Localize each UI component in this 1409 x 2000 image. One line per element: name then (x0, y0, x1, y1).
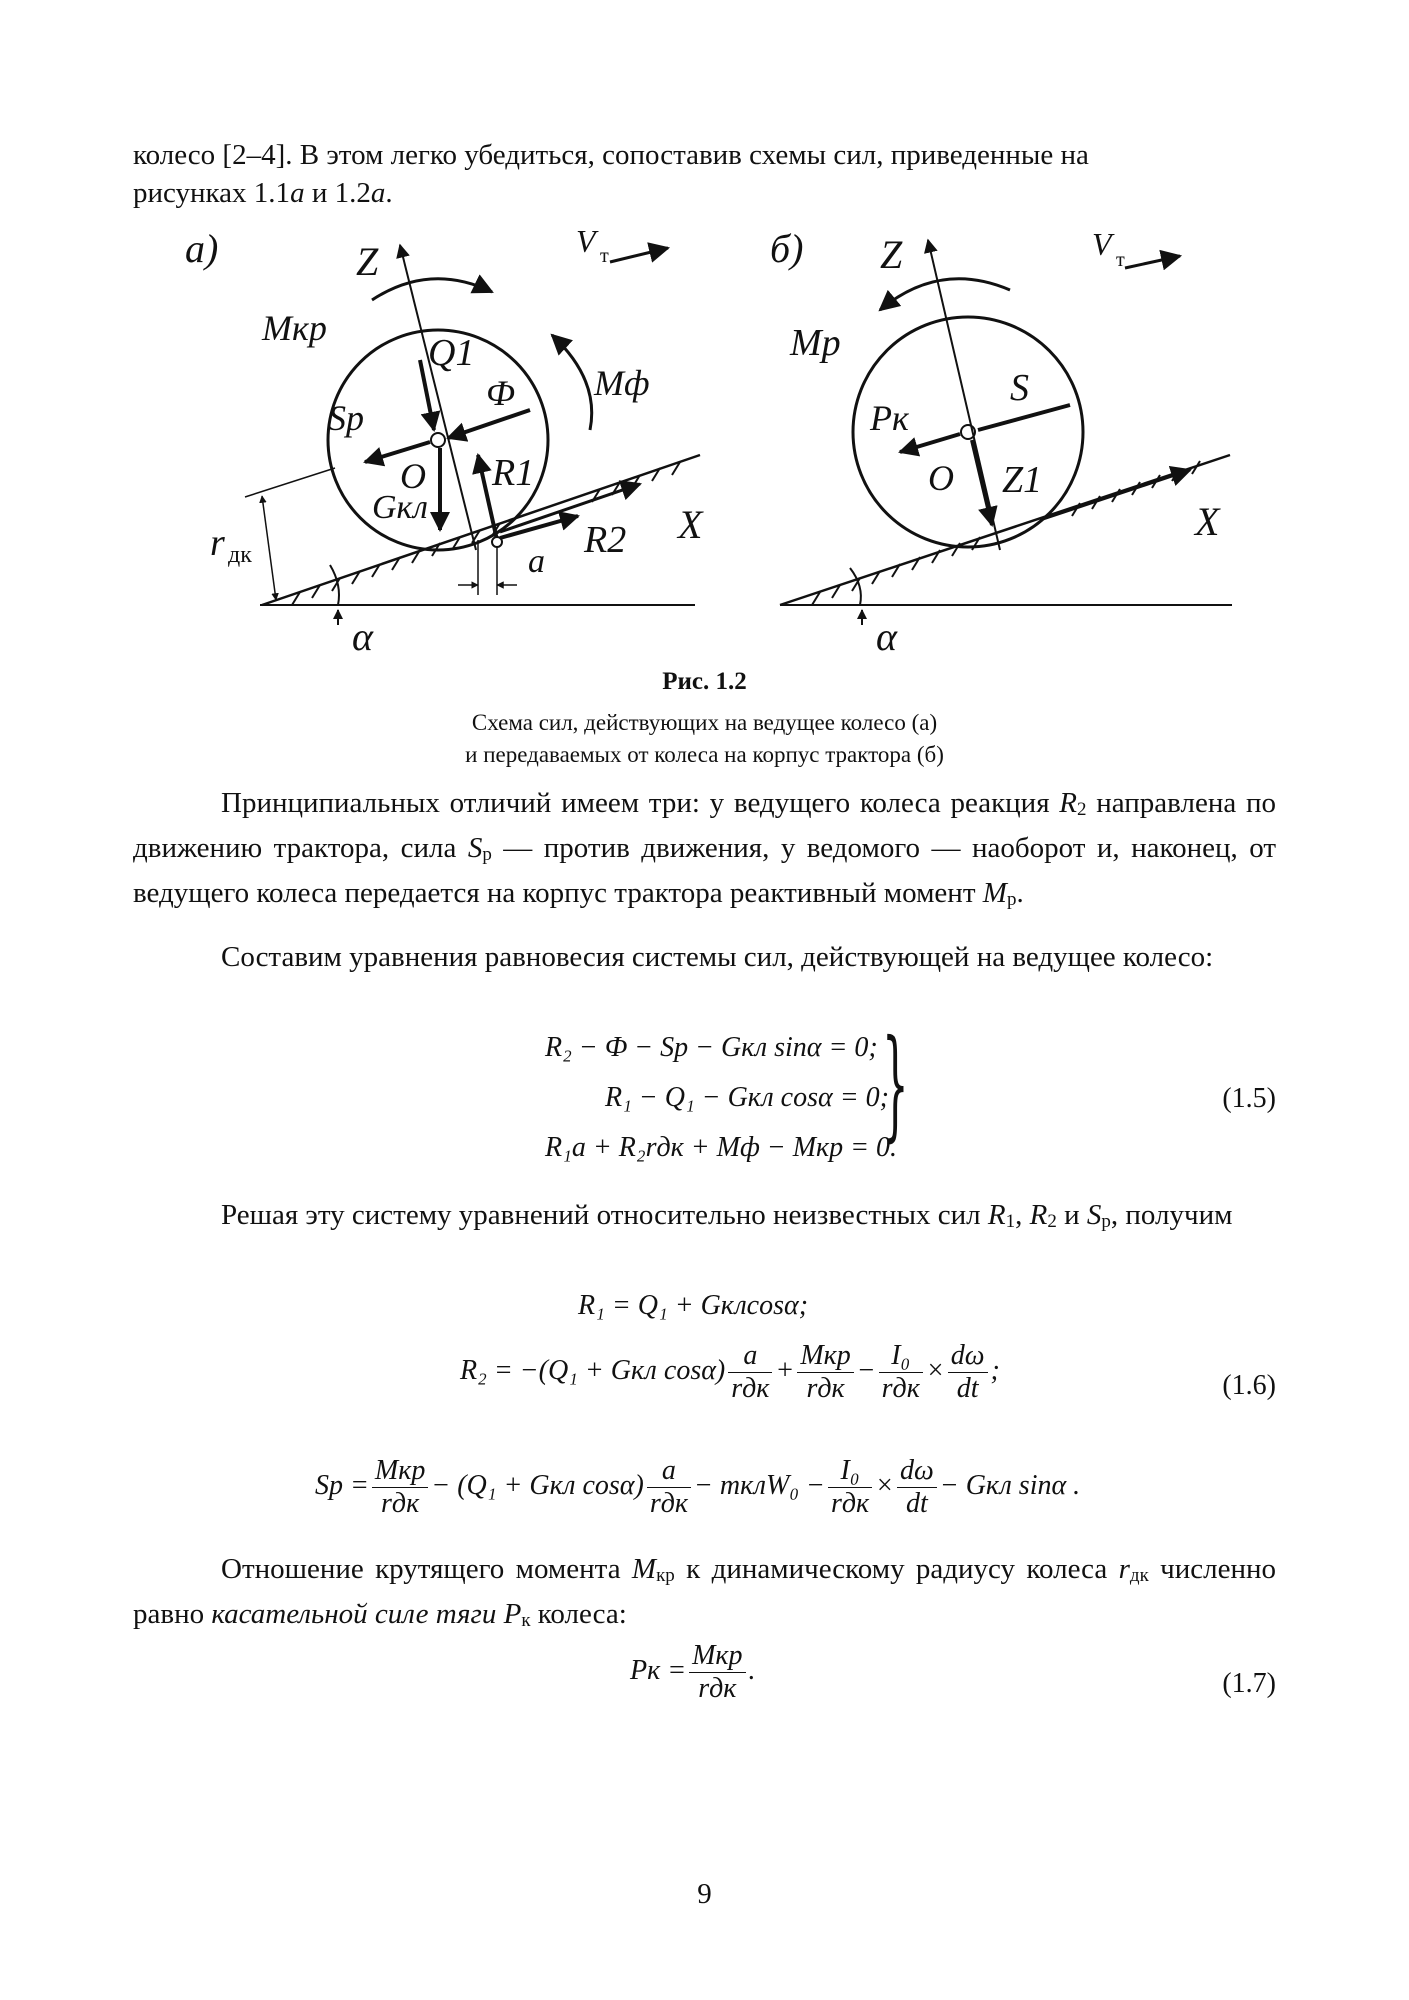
eq-1-5-brace: } (882, 1015, 909, 1154)
figure-1-2 (0, 0, 1409, 660)
velocity-a (610, 248, 668, 262)
svg-text:R2: R2 (584, 519, 627, 561)
svg-text:Q1: Q1 (428, 332, 475, 374)
page-number: 9 (697, 1878, 712, 1910)
svg-text:O: O (400, 456, 426, 496)
svg-text:Pк: Pк (870, 398, 909, 438)
svg-text:Z: Z (880, 232, 903, 277)
svg-text:Z: Z (356, 239, 379, 284)
caption-line-1: Схема сил, действующих на ведущее колесо (а) (471, 710, 938, 735)
svg-text:a: a (528, 543, 545, 580)
panel-b (770, 226, 1232, 659)
svg-text:r: r (210, 522, 225, 564)
svg-text:Mp: Mp (790, 322, 841, 364)
paragraph-2: Составим уравнения равновесия системы сил, действующей на ведущее колесо: (221, 941, 1214, 973)
svg-text:т: т (600, 245, 609, 267)
svg-text:Z1: Z1 (1002, 459, 1043, 501)
svg-text:S: S (1010, 367, 1029, 409)
mkr-arc (372, 279, 492, 300)
paragraph-1: Принципиальных отличий имеем три: у ведущего колеса реакция $R_2$ направлена по движению трактора, сила $S_р$ — против движения, у ведомого — наоборот и, наконец, от ведущего колеса передается на корпус трактора реактивный момент $M_р$. (133, 787, 1276, 910)
svg-text:V: V (1092, 226, 1112, 262)
svg-text:V: V (576, 223, 596, 259)
svg-text:X: X (678, 502, 703, 547)
eq-1-7: Pк = $\frac{\text{Mкр}}{\text{rдк}}$ . (630, 1640, 756, 1704)
svg-text:Ф: Ф (486, 373, 515, 413)
caption-line-2: и передаваемых от колеса на корпус трактора (б) (465, 742, 944, 767)
svg-text:Mкр: Mкр (262, 308, 327, 348)
eq-1-5-line2: R₁ − Q₁ − Gкл cosα = 0; (605, 1082, 889, 1113)
svg-text:α: α (876, 614, 897, 659)
intro-line1: колесо [2–4]. В этом легко убедиться, сопоставив схемы сил, приведенные на (133, 139, 1089, 171)
panel-b-label: б) (770, 226, 804, 271)
eq-1-6-r1: R₁ = Q₁ + Gклcosα; (578, 1290, 809, 1321)
svg-text:Sp: Sp (328, 398, 364, 438)
eq-1-5-line1: R₂ − Ф − Sр − Gкл sinα = 0; (545, 1032, 878, 1063)
eq-1-5-number: (1.5) (1222, 1083, 1276, 1114)
svg-text:Gкл: Gкл (372, 489, 428, 526)
panel-a (185, 223, 704, 659)
panel-a-label: а) (185, 226, 219, 271)
intro-paragraph: колесо [2–4]. В этом легко убедиться, сопоставив схемы сил, приведенные на рисунках 1.1а и 1.2а. (133, 139, 1089, 209)
svg-text:O: O (928, 458, 954, 498)
paragraph-4: Отношение крутящего момента $M_{кр}$ к динамическому радиусу колеса $r_{дк}$ численно равно касательной силе тяги $P_к$ колеса: (133, 1553, 1277, 1631)
paragraph-3: Решая эту систему уравнений относительно неизвестных сил $R_1$, $R_2$ и $S_р$, получим (221, 1199, 1233, 1232)
eq-1-5-line3: R₁a + R₂rдк + Mф − Mкр = 0. (545, 1132, 898, 1163)
mf-arc (552, 335, 592, 430)
eq-1-6-number: (1.6) (1222, 1370, 1276, 1401)
svg-text:α: α (352, 614, 373, 659)
svg-text:дк: дк (228, 542, 252, 568)
svg-text:X: X (1195, 499, 1220, 544)
figure-title: Рис. 1.2 (662, 668, 747, 695)
eq-1-7-number: (1.7) (1222, 1668, 1276, 1699)
svg-text:т: т (1116, 249, 1125, 271)
svg-text:R1: R1 (492, 452, 535, 494)
eq-1-6-r2: R₂ = −(Q₁ + Gкл cosα) $\frac{a}{\text{rдк}}$ + $\frac{\text{Mкр}}{\text{rдк}}$ − $\frac{\text{I₀}}{\text{rдк}}$ × $\frac{d\omega}{dt}$ ; (460, 1340, 1000, 1404)
eq-1-6-sp: Sр = $\frac{\text{Mкр}}{\text{rдк}}$ − (Q₁ + Gкл cosα) $\frac{a}{\text{rдк}}$ − mклW₀ − $\frac{\text{I₀}}{\text{rдк}}$ × $\frac{d\omega}{dt}$ − Gкл sinα . (315, 1455, 1081, 1519)
svg-text:Mф: Mф (594, 363, 650, 403)
